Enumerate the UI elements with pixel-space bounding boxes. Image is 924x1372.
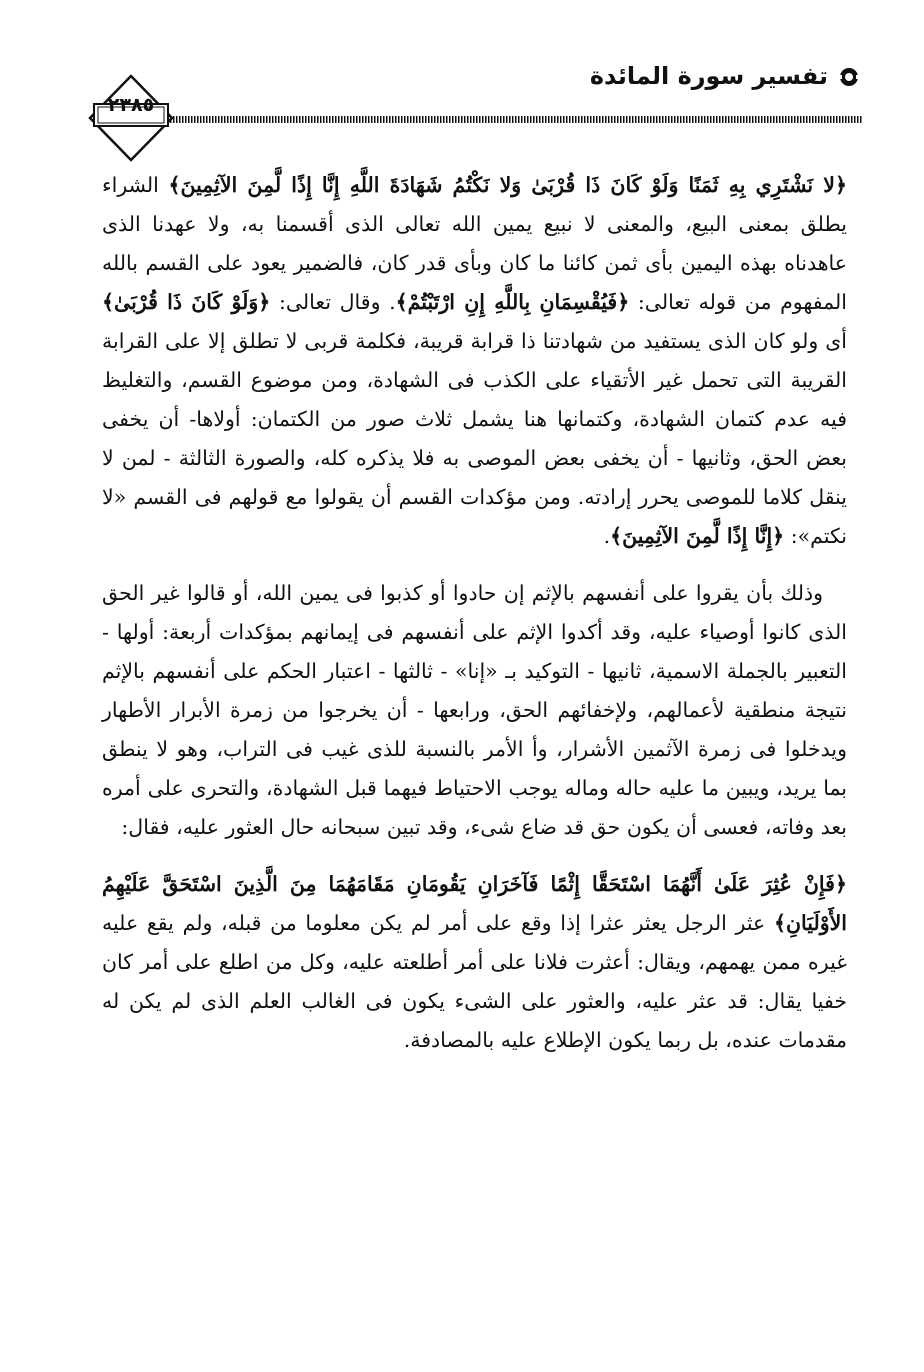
body-text: الشراء يطلق بمعنى البيع، والمعنى لا نبيع يمين الله تعالى الذى أقسمنا به، ولا عهدنا الذى عاهدناه بهذه اليمين بأى ثمن كائنا ما كان وبأى قدر كان، فالضمير يعود على القسم بالله المفهوم من قوله تعالى: bbox=[102, 173, 847, 314]
header-rule bbox=[170, 116, 862, 123]
body-text: . وقال تعالى: bbox=[278, 290, 396, 314]
body-text: وذلك بأن يقروا على أنفسهم بالإثم إن حادوا أو كذبوا فى يمين الله، أو قالوا غير الحق الذى كانوا أوصياء عليه، وقد أكدوا الإثم على أنفسهم فى إيمانهم بمؤكدات أربعة: أولها - التعبير بالجملة الاسمية، ثانيها - التوكيد بـ «إنا» - ثالثها - اعتبار الحكم على أنفسهم بالإثم نتيجة منطقية لأعمالهم، ولإخفائهم الحق، ورابعها - أن يخرجوا من زمرة الأبرار الأطهار ويدخلوا فى زمرة الآثمين الأشرار، وأ الأمر بالنسبة للذى غيب فى التراب، وهو لا ينطق بما يريد، ويبين ما عليه حاله وماله يوجب الاحتياط فيهما قبل الشهادة، والتحرى على أمره بعد وفاته، فعسى أن يكون حق قد ضاع شىء، وقد تبين سبحانه حال العثور عليه، فقال: bbox=[102, 581, 847, 839]
header-ornament-icon bbox=[838, 66, 860, 88]
page-content bbox=[102, 166, 847, 1060]
paragraph-2 bbox=[102, 574, 847, 847]
quran-verse-inline: ﴿فَيُقْسِمَانِ بِاللَّهِ إِنِ ارْتَبْتُمْ﴾ bbox=[395, 290, 630, 314]
running-header-title: تفسير سورة المائدة bbox=[589, 62, 828, 90]
paragraph-1 bbox=[102, 166, 847, 556]
quran-verse: ﴿فَإِنْ عُثِرَ عَلَىٰ أَنَّهُمَا اسْتَحَقَّا إِثْمًا فَآخَرَانِ يَقُومَانِ مَقَامَهُمَا مِنَ الَّذِينَ اسْتَحَقَّ عَلَيْهِمُ الأَوْلَيَانِ﴾ bbox=[102, 872, 847, 935]
page-number-badge-icon bbox=[88, 74, 174, 162]
body-text: أى ولو كان الذى يستفيد من شهادتنا ذا قرابة قريبة، فكلمة قربى لا تطلق إلا على القرابة القريبة التى تحمل غير الأتقياء على الكذب فى الشهادة، ومن موضوع القسم، والتغليظ فيه عدم كتمان الشهادة، وكتمانها هنا يشمل ثلاث صور من الكتمان: أولاها- أن يخفى بعض الحق، وثانيها - أن يخفى بعض الموصى به فلا يذكره كله، والصورة الثالثة - لمن لا ينقل كلاما للموصى يحرر إرادته. ومن مؤكدات القسم أن يقولوا مع قولهم فى القسم «لا نكتم»: bbox=[102, 329, 847, 548]
quran-verse-inline: ﴿وَلَوْ كَانَ ذَا قُرْبَىٰ﴾ bbox=[102, 290, 271, 314]
quran-verse: ﴿لا نَشْتَرِي بِهِ ثَمَنًا وَلَوْ كَانَ ذَا قُرْبَىٰ وَلا نَكْتُمُ شَهَادَةَ اللَّهِ إِنَّا إِذًا لَّمِنَ الآثِمِينَ﴾ bbox=[168, 173, 847, 197]
page-number: ٢٣٨٥ bbox=[107, 94, 155, 116]
body-text: عثر الرجل يعثر عثرا إذا وقع على أمر لم يكن معلوما من قبله، ولم يقع عليه غيره ممن يهمهم، ويقال: أعثرت فلانا على أمر أطلعته عليه، وكل من اطلع على أمر كان خفيا يقال: قد عثر عليه، والعثور على الشىء يكون فى الغالب العلم الذى لم يكن له مقدمات عنده، بل ربما يكون الإطلاع عليه بالمصادفة. bbox=[102, 911, 847, 1052]
body-text: . bbox=[603, 524, 611, 548]
paragraph-3 bbox=[102, 865, 847, 1060]
quran-verse-inline: ﴿إِنَّا إِذًا لَّمِنَ الآثِمِينَ﴾ bbox=[610, 524, 785, 548]
